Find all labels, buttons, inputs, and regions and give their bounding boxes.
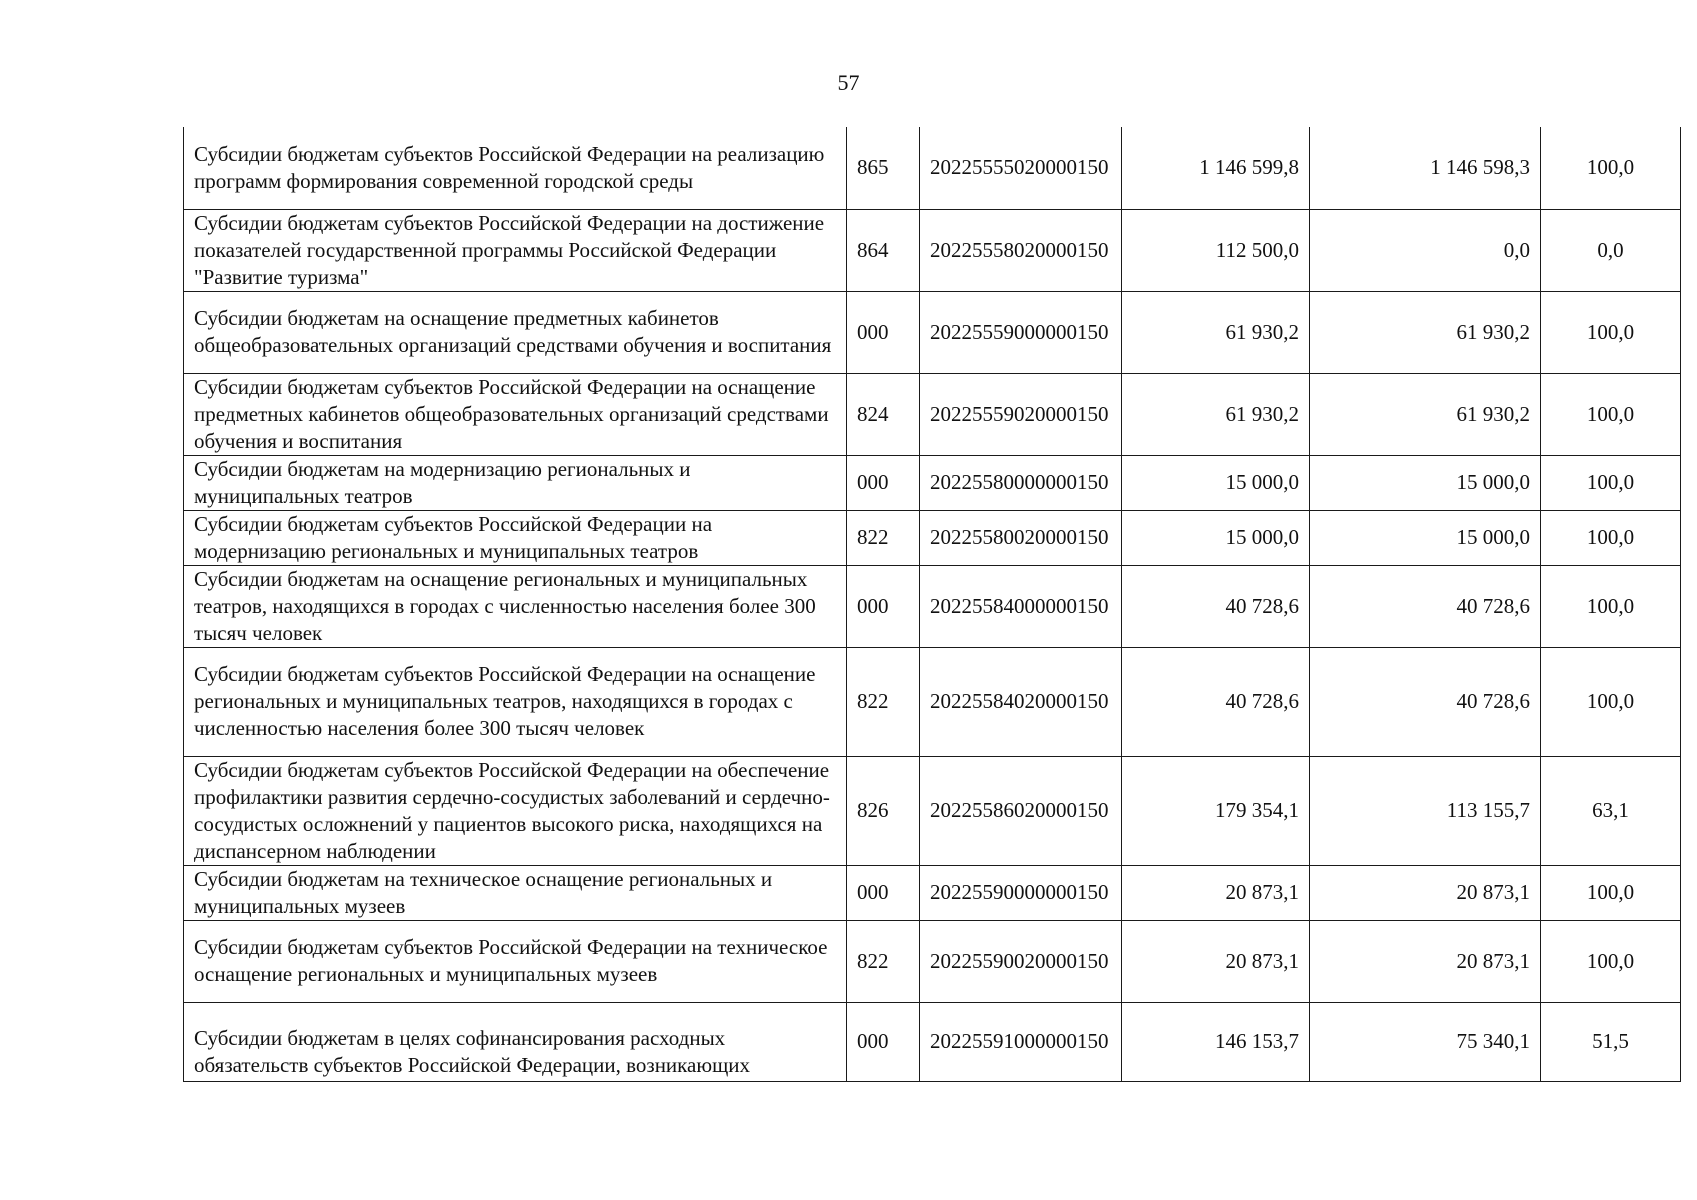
row-budget-code: 20225580000000150	[920, 455, 1122, 510]
row-percent: 100,0	[1541, 455, 1681, 510]
table-row	[184, 1002, 1681, 1081]
row-percent: 0,0	[1541, 209, 1681, 291]
table-row	[184, 756, 1681, 865]
row-description: Субсидии бюджетам субъектов Российской Федерации на оснащение предметных кабинетов общеобразовательных организаций средствами обучения и воспитания	[184, 373, 847, 455]
row-planned-amount: 20 873,1	[1122, 865, 1310, 920]
row-description: Субсидии бюджетам на оснащение предметных кабинетов общеобразовательных организаций средствами обучения и воспитания	[184, 291, 847, 373]
row-actual-amount: 61 930,2	[1310, 373, 1541, 455]
row-percent: 100,0	[1541, 510, 1681, 565]
row-actual-amount: 15 000,0	[1310, 510, 1541, 565]
row-description: Субсидии бюджетам на модернизацию региональных и муниципальных театров	[184, 455, 847, 510]
row-admin-code: 822	[847, 510, 920, 565]
row-admin-code: 000	[847, 565, 920, 647]
row-actual-amount: 20 873,1	[1310, 920, 1541, 1002]
table-row	[184, 291, 1681, 373]
table-row	[184, 455, 1681, 510]
row-actual-amount: 0,0	[1310, 209, 1541, 291]
row-budget-code: 20225558020000150	[920, 209, 1122, 291]
table-row	[184, 127, 1681, 209]
page-number: 57	[837, 70, 860, 95]
row-admin-code: 864	[847, 209, 920, 291]
row-admin-code: 865	[847, 127, 920, 209]
row-budget-code: 20225590000000150	[920, 865, 1122, 920]
row-description: Субсидии бюджетам субъектов Российской Федерации на реализацию программ формирования современной городской среды	[184, 127, 847, 209]
table-row	[184, 373, 1681, 455]
row-percent: 100,0	[1541, 127, 1681, 209]
row-admin-code: 822	[847, 920, 920, 1002]
row-planned-amount: 179 354,1	[1122, 756, 1310, 865]
row-planned-amount: 40 728,6	[1122, 565, 1310, 647]
row-actual-amount: 113 155,7	[1310, 756, 1541, 865]
row-percent: 100,0	[1541, 565, 1681, 647]
row-admin-code: 822	[847, 647, 920, 756]
row-percent: 100,0	[1541, 291, 1681, 373]
row-percent: 100,0	[1541, 865, 1681, 920]
table-row	[184, 865, 1681, 920]
row-percent: 63,1	[1541, 756, 1681, 865]
row-budget-code: 20225559020000150	[920, 373, 1122, 455]
budget-table	[183, 127, 1681, 1082]
table-row	[184, 647, 1681, 756]
row-planned-amount: 112 500,0	[1122, 209, 1310, 291]
row-description: Субсидии бюджетам на оснащение региональных и муниципальных театров, находящихся в городах с численностью населения более 300 тысяч человек	[184, 565, 847, 647]
table-row	[184, 510, 1681, 565]
row-admin-code: 000	[847, 291, 920, 373]
table-row	[184, 565, 1681, 647]
row-admin-code: 826	[847, 756, 920, 865]
row-budget-code: 20225591000000150	[920, 1002, 1122, 1081]
row-percent: 51,5	[1541, 1002, 1681, 1081]
row-planned-amount: 61 930,2	[1122, 291, 1310, 373]
row-planned-amount: 146 153,7	[1122, 1002, 1310, 1081]
row-percent: 100,0	[1541, 647, 1681, 756]
row-description: Субсидии бюджетам субъектов Российской Федерации на достижение показателей государственной программы Российской Федерации "Развитие туризма"	[184, 209, 847, 291]
row-description: Субсидии бюджетам субъектов Российской Федерации на модернизацию региональных и муниципальных театров	[184, 510, 847, 565]
row-description: Субсидии бюджетам субъектов Российской Федерации на обеспечение профилактики развития сердечно-сосудистых заболеваний и сердечно-сосудистых осложнений у пациентов высокого риска, находящихся на диспансерном наблюдении	[184, 756, 847, 865]
row-actual-amount: 20 873,1	[1310, 865, 1541, 920]
row-description: Субсидии бюджетам в целях софинансирования расходных обязательств субъектов Российской Федерации, возникающих	[184, 1002, 847, 1081]
table-row	[184, 209, 1681, 291]
row-planned-amount: 20 873,1	[1122, 920, 1310, 1002]
row-budget-code: 20225555020000150	[920, 127, 1122, 209]
row-description: Субсидии бюджетам на техническое оснащение региональных и муниципальных музеев	[184, 865, 847, 920]
row-admin-code: 000	[847, 455, 920, 510]
row-actual-amount: 15 000,0	[1310, 455, 1541, 510]
row-budget-code: 20225584020000150	[920, 647, 1122, 756]
row-budget-code: 20225580020000150	[920, 510, 1122, 565]
row-admin-code: 000	[847, 865, 920, 920]
row-admin-code: 824	[847, 373, 920, 455]
row-budget-code: 20225590020000150	[920, 920, 1122, 1002]
row-budget-code: 20225559000000150	[920, 291, 1122, 373]
table-row	[184, 920, 1681, 1002]
row-budget-code: 20225586020000150	[920, 756, 1122, 865]
row-admin-code: 000	[847, 1002, 920, 1081]
row-percent: 100,0	[1541, 920, 1681, 1002]
row-description: Субсидии бюджетам субъектов Российской Федерации на оснащение региональных и муниципальных театров, находящихся в городах с численностью населения более 300 тысяч человек	[184, 647, 847, 756]
row-actual-amount: 40 728,6	[1310, 565, 1541, 647]
row-actual-amount: 75 340,1	[1310, 1002, 1541, 1081]
row-percent: 100,0	[1541, 373, 1681, 455]
row-actual-amount: 1 146 598,3	[1310, 127, 1541, 209]
row-planned-amount: 15 000,0	[1122, 510, 1310, 565]
row-actual-amount: 61 930,2	[1310, 291, 1541, 373]
row-description: Субсидии бюджетам субъектов Российской Федерации на техническое оснащение региональных и муниципальных музеев	[184, 920, 847, 1002]
row-planned-amount: 61 930,2	[1122, 373, 1310, 455]
row-planned-amount: 1 146 599,8	[1122, 127, 1310, 209]
row-planned-amount: 40 728,6	[1122, 647, 1310, 756]
row-planned-amount: 15 000,0	[1122, 455, 1310, 510]
row-budget-code: 20225584000000150	[920, 565, 1122, 647]
row-actual-amount: 40 728,6	[1310, 647, 1541, 756]
